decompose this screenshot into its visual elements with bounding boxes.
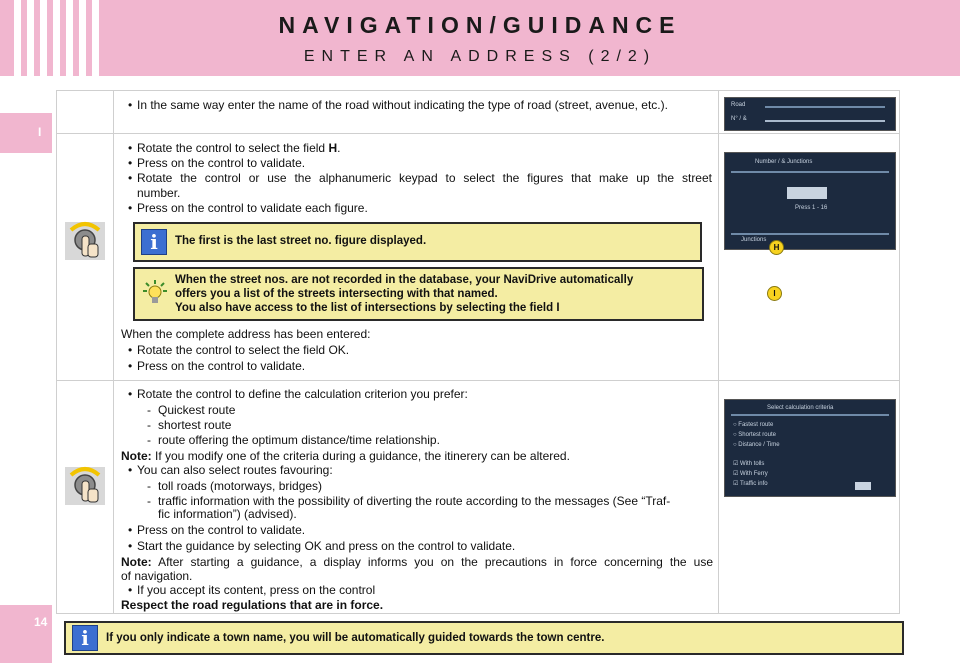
rotary-control-icon <box>65 216 105 260</box>
sub-item: - toll roads (motorways, bridges) <box>158 479 322 494</box>
list-item: • Rotate the control to select the field H. <box>137 141 340 156</box>
column-divider <box>718 134 719 380</box>
column-divider <box>718 381 719 613</box>
list-item: • Press on the control to validate. <box>137 359 305 374</box>
footer-info-note: i If you only indicate a town name, you will be automatically guided towards the town centre. <box>64 621 904 655</box>
table-row <box>57 381 899 613</box>
paragraph: When the complete address has been entered: <box>121 327 371 341</box>
list-item: • Press on the control to validate. <box>137 523 305 538</box>
page-number: 14 <box>34 615 48 629</box>
list-item: • Rotate the control to define the calculation criterion you prefer: <box>137 387 468 402</box>
list-item: • You can also select routes favouring: <box>137 463 333 478</box>
sub-item: - shortest route <box>158 418 231 433</box>
info-icon: i <box>72 625 98 651</box>
page-subtitle: ENTER AN ADDRESS (2/2) <box>303 48 657 65</box>
rotary-control-icon <box>65 461 105 505</box>
list-item: • Start the guidance by selecting OK and press on the control to validate. <box>137 539 515 554</box>
closing-statement: Respect the road regulations that are in force. <box>121 598 384 612</box>
info-icon: i <box>141 229 167 255</box>
screen-route-criteria: Select calculation criteria ○ Fastest route ○ Shortest route ○ Distance / Time ☑ With tolls ☑ With Ferry ☑ Traffic info <box>724 399 896 497</box>
note-paragraph: Note: After starting a guidance, a display informs you on the precautions in force concerning the use <box>121 555 713 569</box>
lightbulb-icon <box>141 279 169 307</box>
icon-column <box>57 91 114 133</box>
column-divider <box>718 91 719 133</box>
screen-road-entry: Road N° / & <box>724 97 896 131</box>
list-item: • Rotate the control to select the field OK. <box>137 343 349 358</box>
sub-item-continuation: fic information”) (advised). <box>158 507 297 521</box>
list-item: • In the same way enter the name of the road without indicating the type of road (street, avenue, etc.). <box>137 98 707 113</box>
callout-badge-h: H <box>769 240 784 255</box>
table-row <box>57 91 899 134</box>
note-paragraph: Note: If you modify one of the criteria during a guidance, the itinerery can be altered. <box>121 449 570 463</box>
note-continuation: of navigation. <box>121 569 193 583</box>
list-item: • Rotate the control or use the alphanumeric keypad to select the figures that make up the street <box>137 171 712 186</box>
list-item: • Press on the control to validate. <box>137 156 305 171</box>
section-letter: I <box>38 125 42 139</box>
table-row <box>57 134 899 381</box>
sub-item: - traffic information with the possibility of diverting the route according to the messages (See “Traf- <box>158 494 670 509</box>
content-table <box>56 90 900 614</box>
section-tab <box>0 113 52 153</box>
tip-note: When the street nos. are not recorded in the database, your NaviDrive automatically offers you a list of the streets intersecting with that named. You also have access to the list of intersections by selecting the field I <box>133 267 704 321</box>
sub-item: - route offering the optimum distance/time relationship. <box>158 433 440 448</box>
screen-street-number: Number / & Junctions Press 1 - 16 Junctions <box>724 152 896 250</box>
list-item: • Press on the control to validate each figure. <box>137 201 368 216</box>
list-item: • If you accept its content, press on the control <box>137 583 375 598</box>
page-number-tab <box>0 605 52 663</box>
callout-badge-i: I <box>767 286 782 301</box>
header-banner <box>0 0 960 76</box>
page-title: NAVIGATION/GUIDANCE <box>278 12 682 38</box>
sub-item: - Quickest route <box>158 403 235 418</box>
list-item-continuation: number. <box>137 186 181 200</box>
info-note: i The first is the last street no. figure displayed. <box>133 222 702 262</box>
